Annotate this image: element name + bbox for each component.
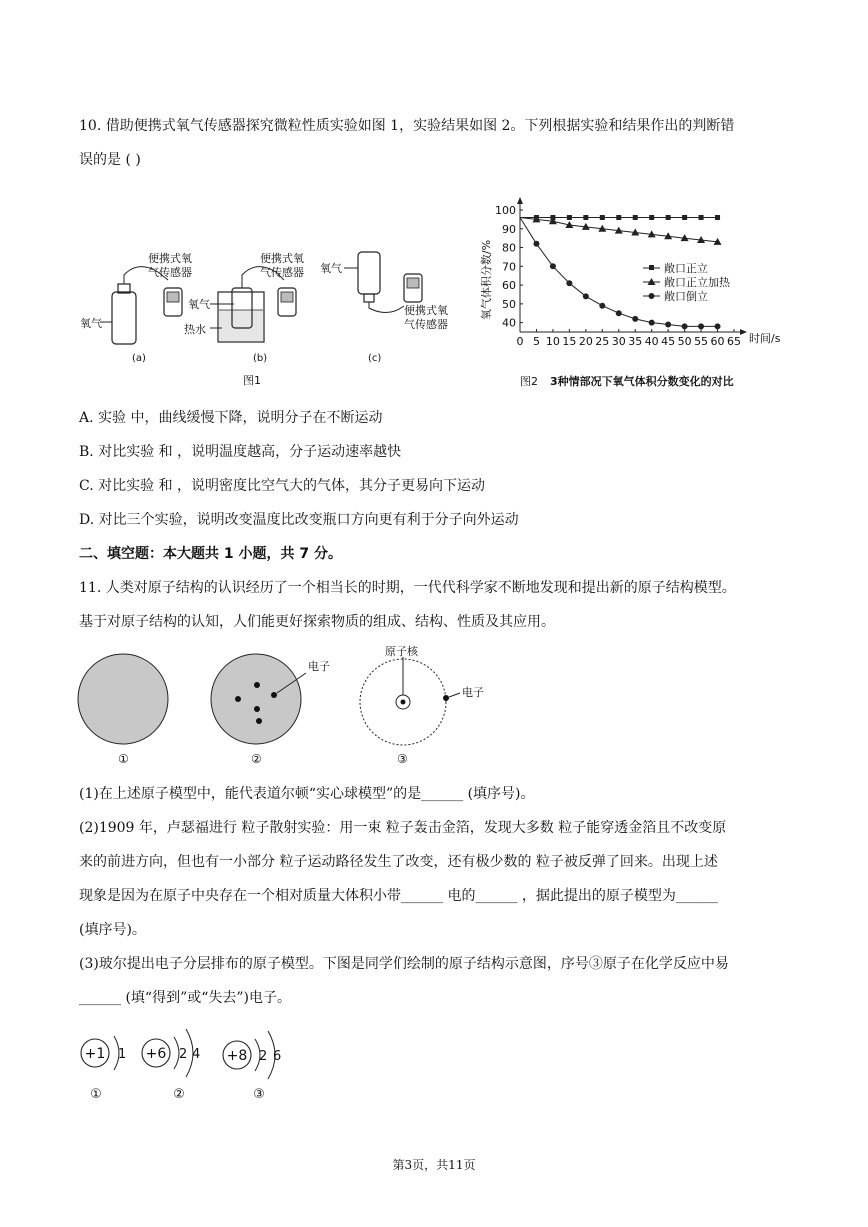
atom-2-label: ② bbox=[173, 1087, 185, 1102]
bohr-diagrams bbox=[76, 1024, 316, 1104]
model-2-number: ② bbox=[251, 752, 262, 766]
y-axis-arrow-icon bbox=[517, 197, 523, 204]
page-footer: 第3页，共11页 bbox=[392, 1158, 476, 1172]
q10-option-d: D. 对比三个实验，说明改变温度比改变瓶口方向更有利于分子向外运动 bbox=[79, 512, 519, 528]
legend-item-1: 敞口正立 bbox=[664, 262, 708, 275]
series-1-point bbox=[600, 215, 605, 220]
q11-part1: (1)在上述原子模型中，能代表道尔顿“实心球模型”的是______ (填序号)。 bbox=[79, 786, 535, 802]
atom-1-shell-1: 1 bbox=[118, 1047, 127, 1062]
chart-xlabel: 时间/s bbox=[749, 332, 781, 345]
q10-stem-line1: 10. 借助便携式氧气传感器探究微粒性质实验如图 1，实验结果如图 2。下列根据实验和结果作出的判断错 bbox=[79, 118, 735, 134]
x-tick-label: 35 bbox=[628, 335, 643, 348]
bohr-atom-3 bbox=[223, 1031, 281, 1102]
series-1-point bbox=[616, 215, 621, 220]
bohr-atom-2 bbox=[142, 1029, 200, 1102]
y-tick-label: 40 bbox=[502, 316, 516, 330]
model-3-number: ③ bbox=[397, 752, 408, 766]
b-sensor-label-1: 便携式氧 bbox=[260, 252, 304, 265]
x-tick-label: 15 bbox=[562, 335, 577, 348]
series-3-point bbox=[616, 310, 622, 316]
legend-square-marker bbox=[649, 265, 654, 270]
x-tick-label: 5 bbox=[532, 335, 540, 348]
atom-models-figure bbox=[76, 645, 516, 770]
a-oxygen-label: 氧气 bbox=[80, 317, 102, 330]
model-3-nucleus-label: 原子核 bbox=[385, 645, 418, 658]
series-1-point bbox=[666, 215, 671, 220]
chart-legend bbox=[643, 261, 731, 303]
b-label: (b) bbox=[253, 353, 268, 364]
y-tick-label: 90 bbox=[502, 222, 516, 236]
x-tick-label: 65 bbox=[727, 335, 741, 348]
atom-3-label: ③ bbox=[253, 1087, 265, 1102]
series-3-point bbox=[682, 323, 688, 329]
atom-1-label: ① bbox=[90, 1087, 102, 1102]
series-3-point bbox=[715, 323, 721, 329]
y-tick-label: 60 bbox=[502, 279, 516, 293]
series-3-point bbox=[583, 293, 589, 299]
figure2-caption-num: 图2 bbox=[520, 375, 538, 388]
section-heading: 二、填空题：本大题共 1 小题，共 7 分。 bbox=[79, 546, 342, 562]
q11-part2-line2: 来的前进方向，但也有一小部分 粒子运动路径发生了改变，还有极少数的 粒子被反弹了回来。出现上述 bbox=[79, 854, 718, 870]
x-tick-label: 50 bbox=[677, 335, 692, 348]
x-tick-label: 10 bbox=[545, 335, 560, 348]
a-label: (a) bbox=[132, 353, 146, 364]
atom-2-nucleus: +6 bbox=[145, 1046, 167, 1062]
model-1-number: ① bbox=[118, 752, 129, 766]
b-hot-water-label: 热水 bbox=[184, 323, 206, 336]
q11-part3-line2: ______ (填“得到”或“失去”)电子。 bbox=[79, 990, 292, 1006]
series-3-point bbox=[533, 241, 539, 247]
figure1-apparatus bbox=[78, 240, 478, 390]
q11-part2-line4: (填序号)。 bbox=[79, 922, 146, 938]
a-sensor-label-1: 便携式氧 bbox=[148, 252, 192, 265]
model-3-nuclear bbox=[360, 657, 460, 745]
q11-part3-line1: (3)玻尔提出电子分层排布的原子模型。下图是同学们绘制的原子结构示意图，序号③原子在化学反应中易 bbox=[79, 956, 729, 972]
c-label: (c) bbox=[368, 353, 382, 364]
a-sensor-label-2: 气传感器 bbox=[148, 266, 192, 279]
x-tick-label: 40 bbox=[644, 335, 659, 348]
q11-intro-line2: 基于对原子结构的认知，人们能更好探索物质的组成、结构、性质及其应用。 bbox=[79, 614, 555, 630]
atom-3-shell-2: 6 bbox=[273, 1049, 282, 1064]
atom-1-nucleus: +1 bbox=[84, 1046, 106, 1062]
model-2-plum-pudding bbox=[211, 654, 306, 744]
q10-option-a: A. 实验 中，曲线缓慢下降，说明分子在不断运动 bbox=[79, 410, 383, 426]
series-1-point bbox=[649, 215, 654, 220]
q11-intro-line1: 11. 人类对原子结构的认识经历了一个相当长的时期，一代代科学家不断地发现和提出新的原子结构模型。 bbox=[79, 580, 736, 596]
y-tick-label: 50 bbox=[502, 297, 516, 311]
legend-item-2: 敞口正立加热 bbox=[664, 276, 730, 289]
series-1-point bbox=[633, 215, 638, 220]
figure2-caption-text: 3种情部况下氧气体积分数变化的对比 bbox=[550, 375, 734, 388]
q11-part2-line1: (2)1909 年，卢瑟福进行 粒子散射实验：用一束 粒子轰击金箔，发现大多数 粒子能穿透金箔且不改变原 bbox=[79, 820, 727, 836]
series-1-point bbox=[699, 215, 704, 220]
b-sensor-label-2: 气传感器 bbox=[260, 266, 304, 279]
x-tick-label: 25 bbox=[595, 335, 610, 348]
x-tick-label: 30 bbox=[611, 335, 626, 348]
c-sensor-label-2: 气传感器 bbox=[404, 318, 448, 331]
series-1-point bbox=[567, 215, 572, 220]
b-oxygen-label: 氧气 bbox=[188, 298, 210, 311]
x-tick-label: 45 bbox=[661, 335, 676, 348]
series-3-point bbox=[665, 321, 671, 327]
q10-stem-line2: 误的是 ( ) bbox=[79, 152, 141, 168]
q10-option-b: B. 对比实验 和 ，说明温度越高，分子运动速率越快 bbox=[79, 444, 402, 460]
q11-part2-line3: 现象是因为在原子中央存在一个相对质量大体积小带______ 电的______ ，据此提出的原子模型为______ bbox=[79, 888, 718, 904]
model-1-solid-sphere bbox=[78, 654, 168, 744]
series-3-point bbox=[599, 303, 605, 309]
series-3-point bbox=[566, 280, 572, 286]
figure1-caption: 图1 bbox=[243, 374, 261, 387]
atom-2-shell-2: 4 bbox=[192, 1047, 201, 1062]
c-oxygen-label: 氧气 bbox=[320, 262, 342, 275]
y-tick-label: 70 bbox=[502, 260, 516, 274]
series-3-point bbox=[649, 320, 655, 326]
atom-3-nucleus: +8 bbox=[226, 1048, 248, 1064]
q10-option-c: C. 对比实验 和 ，说明密度比空气大的气体，其分子更易向下运动 bbox=[79, 478, 486, 494]
legend-circle-marker bbox=[649, 293, 655, 299]
model-2-electron-label: 电子 bbox=[308, 660, 330, 673]
legend-item-3: 敞口倒立 bbox=[664, 290, 708, 303]
x-tick-label: 20 bbox=[578, 335, 593, 348]
c-sensor-label-1: 便携式氧 bbox=[404, 304, 448, 317]
chart-ylabel: 氧气体积分数/% bbox=[480, 239, 493, 321]
bohr-atom-1 bbox=[81, 1036, 126, 1102]
series-1-point bbox=[583, 215, 588, 220]
y-tick-label: 100 bbox=[495, 204, 516, 217]
series-1-point bbox=[682, 215, 687, 220]
model-3-electron-label: 电子 bbox=[462, 686, 484, 699]
x-tick-label: 0 bbox=[516, 335, 524, 348]
series-3-point bbox=[550, 263, 556, 269]
figure2-chart bbox=[478, 180, 798, 395]
atom-2-shell-1: 2 bbox=[179, 1047, 188, 1062]
x-tick-label: 60 bbox=[710, 335, 725, 348]
y-tick-label: 80 bbox=[502, 241, 516, 255]
atom-3-shell-1: 2 bbox=[259, 1049, 268, 1064]
x-axis-arrow-icon bbox=[740, 329, 747, 335]
x-tick-label: 55 bbox=[694, 335, 709, 348]
series-3-point bbox=[698, 323, 704, 329]
series-1-point bbox=[715, 215, 720, 220]
series-3-point bbox=[632, 316, 638, 322]
